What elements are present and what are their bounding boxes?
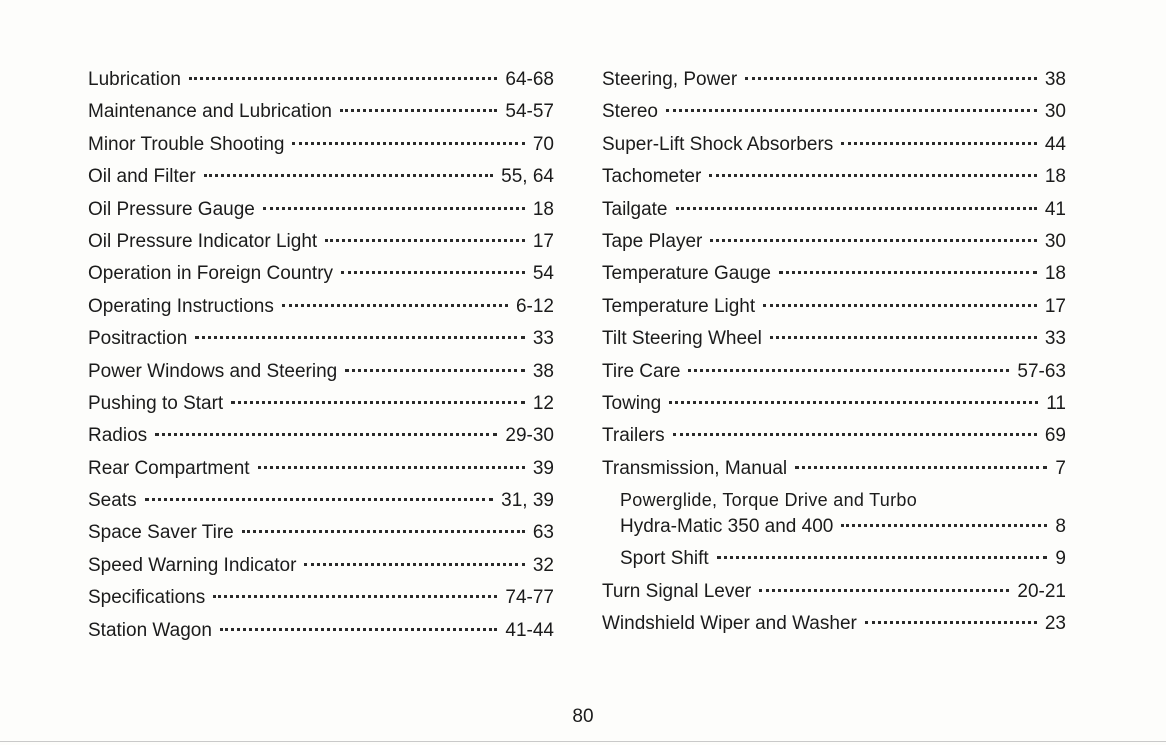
page-number: 80	[572, 706, 594, 727]
entry-page: 8	[1055, 516, 1066, 538]
entry-label: Lubrication	[88, 69, 181, 90]
dot-leader	[709, 174, 1037, 177]
dot-leader	[189, 77, 497, 80]
entry-label: Trailers	[602, 425, 665, 447]
index-entry	[88, 356, 554, 388]
entry-label: Hydra-Matic 350 and 400	[620, 516, 834, 538]
index-entry	[88, 291, 554, 323]
index-entry	[88, 485, 554, 517]
index-entry	[602, 129, 1066, 161]
index-entry	[88, 388, 554, 420]
entry-label: Space Saver Tire	[88, 522, 234, 544]
dot-leader	[242, 530, 525, 533]
entry-label: Stereo	[602, 101, 658, 123]
entry-label: Speed Warning Indicator	[88, 554, 297, 576]
entry-label: Tailgate	[602, 198, 668, 220]
dot-leader	[759, 589, 1009, 592]
bottom-edge-rule	[0, 741, 1166, 742]
entry-label: Tilt Steering Wheel	[602, 328, 762, 350]
dot-leader	[779, 271, 1037, 274]
index-entry	[602, 194, 1066, 226]
dot-leader	[770, 336, 1037, 339]
dot-leader	[213, 595, 497, 598]
entry-page: 69	[1044, 425, 1066, 447]
entry-page: 17	[1044, 295, 1066, 317]
dot-leader	[745, 77, 1037, 80]
entry-page: 32	[532, 554, 554, 576]
entry-page: 30	[1044, 101, 1066, 123]
dot-leader	[304, 563, 524, 566]
entry-page: 54-57	[505, 101, 554, 123]
index-entry	[602, 64, 1066, 96]
index-entry	[88, 420, 554, 452]
index-entry	[88, 323, 554, 355]
entry-label: Oil Pressure Gauge	[88, 198, 255, 220]
index-entry	[88, 453, 554, 485]
entry-page: 9	[1055, 548, 1066, 570]
dot-leader	[340, 109, 497, 112]
entry-label: Operation in Foreign Country	[88, 263, 334, 285]
entry-page: 38	[532, 360, 554, 382]
index-entry	[88, 582, 554, 614]
entry-page: 30	[1044, 230, 1066, 252]
dot-leader	[195, 336, 525, 339]
entry-page: 44	[1044, 133, 1066, 155]
index-entry	[88, 258, 554, 290]
entry-page: 39	[532, 457, 554, 479]
dot-leader	[669, 401, 1038, 404]
index-entry	[88, 194, 554, 226]
dot-leader	[865, 621, 1037, 624]
dot-leader	[795, 466, 1047, 469]
entry-label: Positraction	[88, 328, 188, 350]
entry-page: 55, 64	[501, 166, 554, 188]
entry-label: Tire Care	[602, 360, 681, 382]
entry-label: Oil Pressure Indicator Light	[88, 230, 318, 252]
dot-leader	[710, 239, 1037, 242]
entry-page: 31, 39	[501, 490, 554, 512]
dot-leader	[717, 556, 1048, 559]
entry-label: Specifications	[88, 587, 206, 609]
entry-label: Powerglide, Torque Drive and Turbo	[620, 490, 918, 511]
entry-page: 54	[532, 263, 554, 285]
entry-label: Transmission, Manual	[602, 457, 788, 479]
entry-label: Temperature Gauge	[602, 263, 771, 285]
index-column-right	[602, 64, 1066, 641]
entry-page: 17	[532, 230, 554, 252]
entry-label: Oil and Filter	[88, 166, 196, 188]
entry-page: 18	[1044, 263, 1066, 285]
dot-leader	[292, 142, 524, 145]
index-subentry	[602, 543, 1066, 575]
index-entry	[602, 226, 1066, 258]
entry-page: 12	[532, 392, 554, 414]
entry-label: Power Windows and Steering	[88, 360, 338, 382]
index-column-left	[88, 64, 554, 647]
dot-leader	[673, 433, 1037, 436]
dot-leader	[341, 271, 525, 274]
dot-leader	[841, 142, 1037, 145]
dot-leader	[231, 401, 525, 404]
dot-leader	[345, 369, 525, 372]
dot-leader	[841, 524, 1047, 527]
index-entry	[88, 615, 554, 647]
index-entry	[88, 517, 554, 549]
dot-leader	[220, 628, 497, 631]
dot-leader	[282, 304, 508, 307]
dot-leader	[263, 207, 525, 210]
entry-label: Steering, Power	[602, 69, 738, 90]
entry-page: 29-30	[505, 425, 554, 447]
dot-leader	[155, 433, 497, 436]
dot-leader	[763, 304, 1037, 307]
index-entry	[602, 388, 1066, 420]
entry-page: 33	[532, 328, 554, 350]
entry-page: 64-68	[505, 69, 554, 90]
entry-label: Towing	[602, 392, 662, 414]
entry-page: 18	[1044, 166, 1066, 188]
index-entry	[88, 129, 554, 161]
dot-leader	[676, 207, 1037, 210]
index-entry	[602, 96, 1066, 128]
entry-label: Seats	[88, 490, 137, 512]
entry-label: Rear Compartment	[88, 457, 250, 479]
index-entry	[602, 258, 1066, 290]
entry-page: 70	[532, 133, 554, 155]
entry-page: 18	[532, 198, 554, 220]
entry-label: Sport Shift	[620, 548, 709, 570]
index-subentry-heading	[602, 485, 1066, 511]
entry-label: Minor Trouble Shooting	[88, 133, 285, 155]
entry-label: Tachometer	[602, 166, 702, 188]
entry-label: Maintenance and Lubrication	[88, 101, 333, 123]
entry-label: Radios	[88, 425, 148, 447]
dot-leader	[145, 498, 494, 501]
entry-label: Pushing to Start	[88, 392, 224, 414]
index-entry	[602, 323, 1066, 355]
index-entry	[88, 226, 554, 258]
entry-page: 57-63	[1017, 360, 1066, 382]
dot-leader	[325, 239, 525, 242]
index-entry	[602, 161, 1066, 193]
index-entry	[602, 608, 1066, 640]
entry-label: Windshield Wiper and Washer	[602, 613, 857, 635]
entry-page: 6-12	[515, 295, 554, 317]
entry-page: 33	[1044, 328, 1066, 350]
dot-leader	[258, 466, 525, 469]
entry-page: 38	[1044, 69, 1066, 90]
entry-page: 41	[1044, 198, 1066, 220]
index-entry	[88, 161, 554, 193]
index-entry	[602, 291, 1066, 323]
index-entry	[602, 576, 1066, 608]
entry-label: Temperature Light	[602, 295, 756, 317]
entry-page: 20-21	[1017, 580, 1066, 602]
entry-page: 41-44	[505, 619, 554, 641]
entry-page: 11	[1046, 392, 1066, 414]
entry-label: Super-Lift Shock Absorbers	[602, 133, 834, 155]
entry-page: 23	[1044, 613, 1066, 635]
index-entry	[88, 550, 554, 582]
entry-page: 74-77	[505, 587, 554, 609]
index-subentry	[602, 511, 1066, 543]
dot-leader	[204, 174, 493, 177]
index-entry	[602, 420, 1066, 452]
dot-leader	[666, 109, 1037, 112]
dot-leader	[688, 369, 1009, 372]
index-entry	[88, 96, 554, 128]
entry-label: Operating Instructions	[88, 295, 274, 317]
entry-page: 63	[532, 522, 554, 544]
index-entry	[88, 64, 554, 96]
entry-page: 7	[1055, 457, 1066, 479]
entry-label: Tape Player	[602, 230, 703, 252]
index-entry	[602, 453, 1066, 485]
entry-label: Turn Signal Lever	[602, 580, 752, 602]
index-entry	[602, 356, 1066, 388]
entry-label: Station Wagon	[88, 619, 212, 641]
